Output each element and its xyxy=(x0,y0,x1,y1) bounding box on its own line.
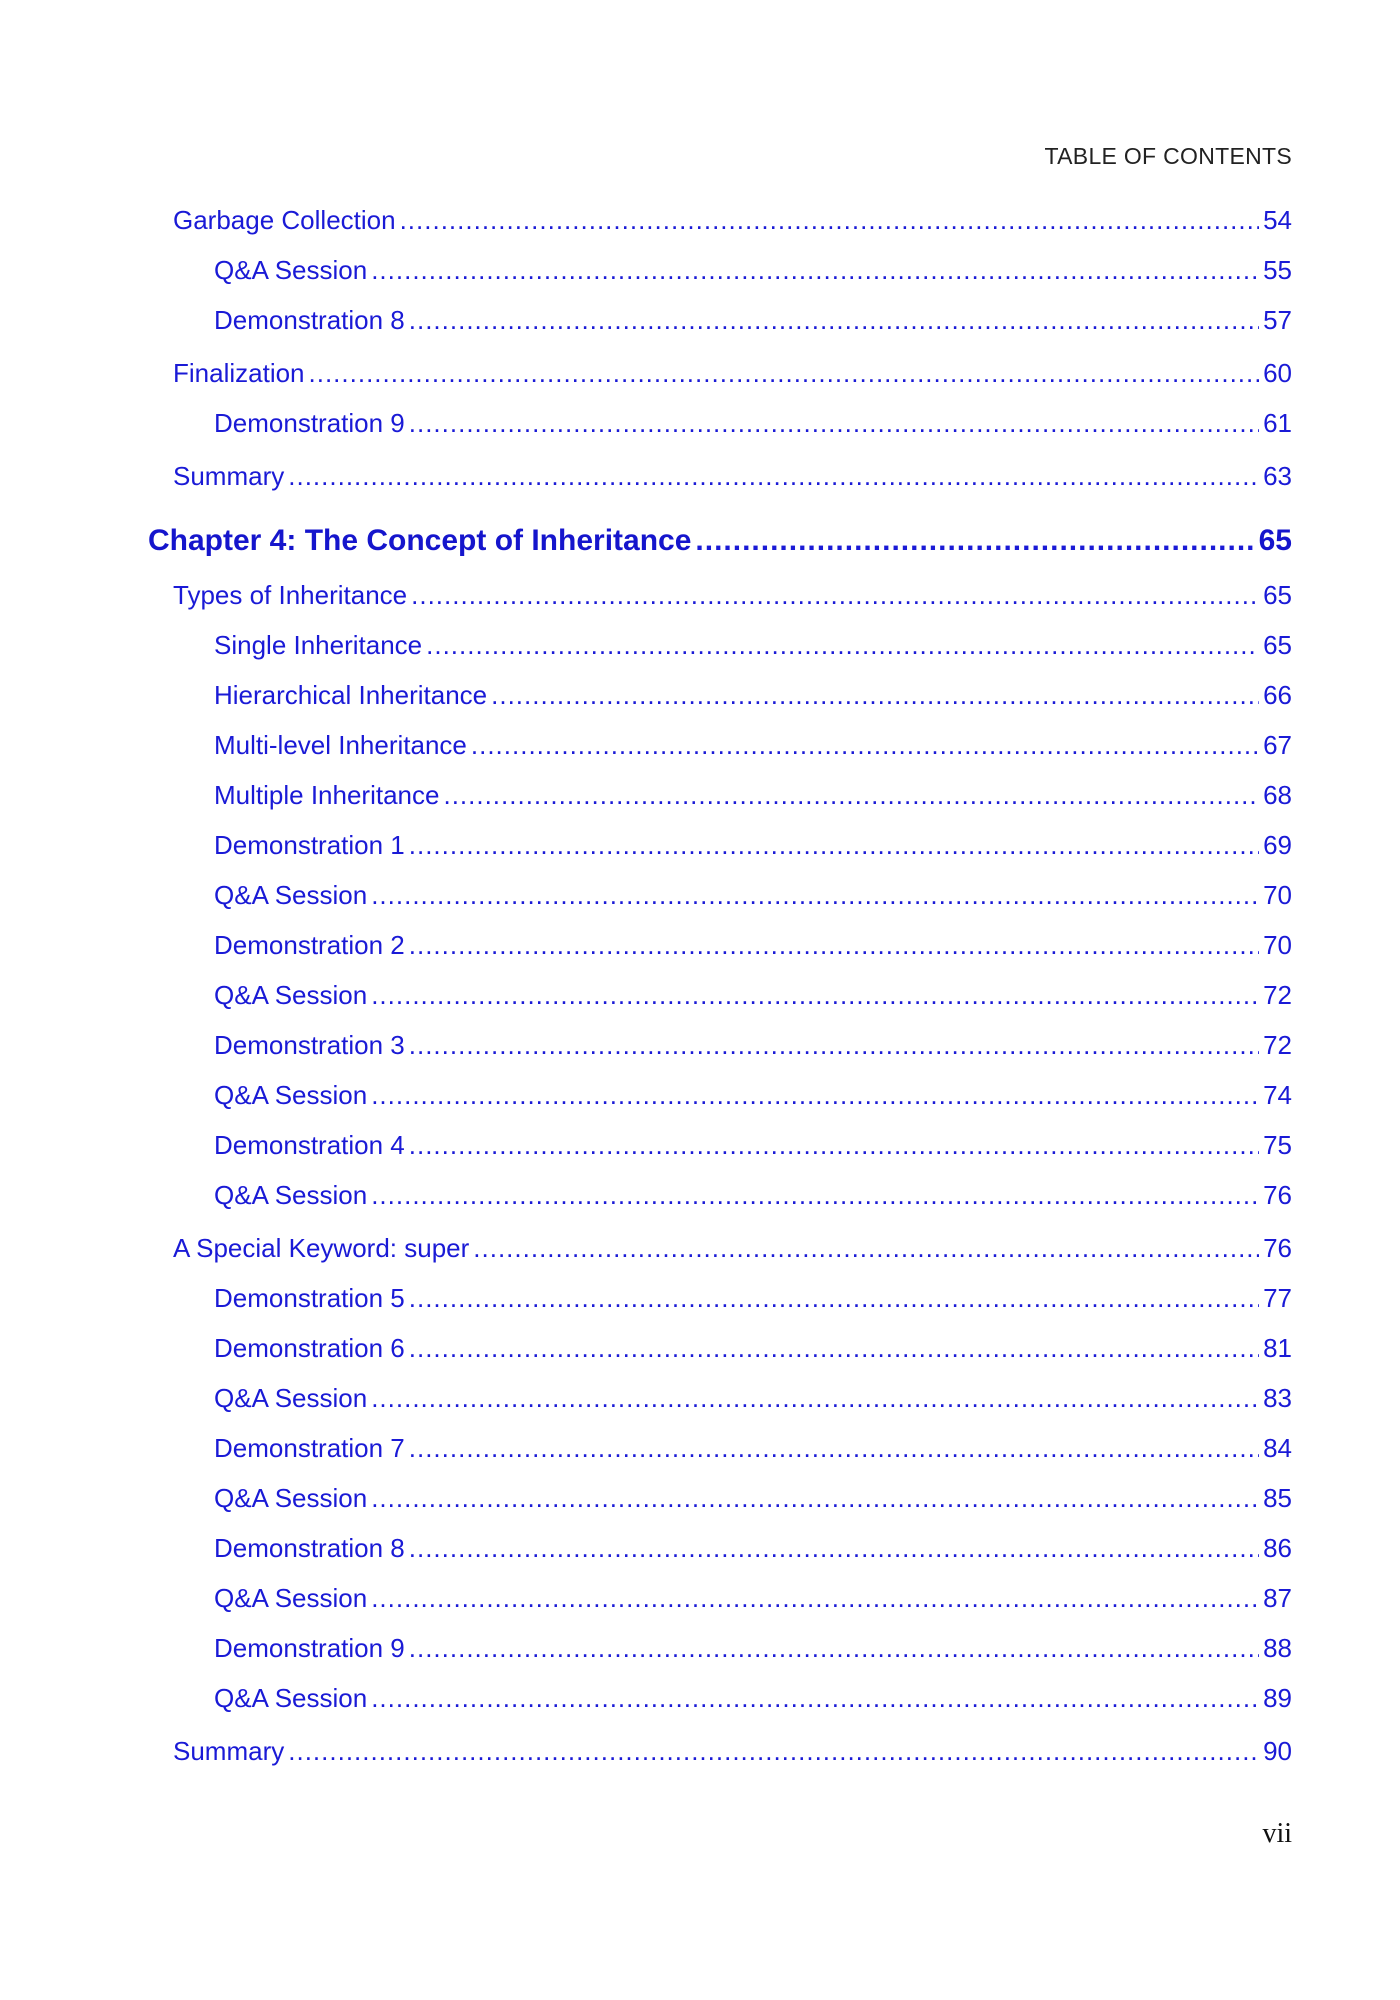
toc-entry-page: 66 xyxy=(1263,680,1292,710)
toc-leader xyxy=(371,1180,1259,1211)
toc-entry-page: 72 xyxy=(1263,1030,1292,1060)
toc-entry[interactable] xyxy=(214,1383,1292,1414)
toc-leader xyxy=(409,1333,1259,1364)
toc-entry-title: Chapter 4: The Concept of Inheritance xyxy=(148,524,692,557)
toc-entry-page: 65 xyxy=(1263,580,1292,610)
toc-leader xyxy=(695,524,1254,558)
toc-entry-page: 84 xyxy=(1263,1433,1292,1463)
toc-entry-page: 90 xyxy=(1263,1736,1292,1766)
toc-entry-page: 65 xyxy=(1263,630,1292,660)
toc-entry-page: 85 xyxy=(1263,1483,1292,1513)
toc-leader xyxy=(409,1283,1259,1314)
toc-entry-title: Q&A Session xyxy=(214,1583,368,1613)
toc-entry-page: 60 xyxy=(1263,358,1292,388)
toc-entry-page: 76 xyxy=(1263,1180,1292,1210)
toc-entry[interactable] xyxy=(173,1736,1292,1767)
toc-entry-page: 55 xyxy=(1263,255,1292,285)
toc-entry[interactable] xyxy=(214,1333,1292,1364)
toc-entry-page: 81 xyxy=(1263,1333,1292,1363)
toc-entry-page: 61 xyxy=(1263,408,1292,438)
toc-entry[interactable] xyxy=(173,358,1292,389)
toc-leader xyxy=(409,930,1259,961)
toc-entry[interactable] xyxy=(214,1283,1292,1314)
toc-entry-title: Demonstration 3 xyxy=(214,1030,405,1060)
toc-leader xyxy=(288,1736,1259,1767)
toc-entry-page: 70 xyxy=(1263,930,1292,960)
toc-entry[interactable] xyxy=(214,1433,1292,1464)
toc-entry-page: 57 xyxy=(1263,305,1292,335)
toc-entry[interactable] xyxy=(214,930,1292,961)
toc-entry-title: Summary xyxy=(173,1736,285,1766)
toc-entry[interactable] xyxy=(173,1233,1292,1264)
toc-entry[interactable] xyxy=(214,730,1292,761)
toc-entry-page: 72 xyxy=(1263,980,1292,1010)
toc-entry-title: Hierarchical Inheritance xyxy=(214,680,488,710)
toc-entry-title: Q&A Session xyxy=(214,980,368,1010)
toc-entry-page: 67 xyxy=(1263,730,1292,760)
toc-leader xyxy=(409,830,1259,861)
toc-entry-title: Q&A Session xyxy=(214,1483,368,1513)
toc-entry-page: 68 xyxy=(1263,780,1292,810)
running-head: TABLE OF CONTENTS xyxy=(1044,143,1292,169)
toc-entry-title: Q&A Session xyxy=(214,1080,368,1110)
toc-leader xyxy=(400,205,1260,236)
toc-entry[interactable] xyxy=(173,205,1292,236)
toc-entry-title: Demonstration 2 xyxy=(214,930,405,960)
toc-leader xyxy=(371,255,1259,286)
toc-leader xyxy=(371,1080,1259,1111)
toc-entry-page: 69 xyxy=(1263,830,1292,860)
toc-leader xyxy=(443,780,1259,811)
toc-entry-title: Single Inheritance xyxy=(214,630,423,660)
toc-leader xyxy=(411,580,1259,611)
toc-entry-title: Demonstration 9 xyxy=(214,408,405,438)
toc-leader xyxy=(409,408,1259,439)
toc-entry-title: Demonstration 6 xyxy=(214,1333,405,1363)
toc-leader xyxy=(288,461,1259,492)
toc-entry-title: Finalization xyxy=(173,358,305,388)
toc-entry-page: 83 xyxy=(1263,1383,1292,1413)
toc-entry-title: Demonstration 8 xyxy=(214,1533,405,1563)
toc-leader xyxy=(371,1383,1259,1414)
toc-entry-page: 77 xyxy=(1263,1283,1292,1313)
toc-entry[interactable] xyxy=(214,1483,1292,1514)
toc-entry-title: Demonstration 1 xyxy=(214,830,405,860)
toc-entry-page: 63 xyxy=(1263,461,1292,491)
toc-entry-title: Demonstration 5 xyxy=(214,1283,405,1313)
toc-entry-title: Multi-level Inheritance xyxy=(214,730,467,760)
toc-entry[interactable] xyxy=(214,1030,1292,1061)
toc-entry-page: 87 xyxy=(1263,1583,1292,1613)
toc-entry-title: Q&A Session xyxy=(214,880,368,910)
toc-entry[interactable] xyxy=(214,780,1292,811)
toc-leader xyxy=(491,680,1259,711)
toc-entry-title: Types of Inheritance xyxy=(173,580,408,610)
toc-entry[interactable] xyxy=(214,408,1292,439)
toc-entry-title: Q&A Session xyxy=(214,1180,368,1210)
toc-leader xyxy=(409,305,1259,336)
toc-entry-page: 74 xyxy=(1263,1080,1292,1110)
toc-entry-title: Q&A Session xyxy=(214,1683,368,1713)
toc-entry-title: Demonstration 4 xyxy=(214,1130,405,1160)
toc-entry[interactable] xyxy=(214,305,1292,336)
toc-entry-title: Multiple Inheritance xyxy=(214,780,440,810)
toc-leader xyxy=(409,1130,1259,1161)
toc-entry[interactable] xyxy=(214,1583,1292,1614)
toc-leader xyxy=(409,1533,1259,1564)
toc-entry-title: Q&A Session xyxy=(214,1383,368,1413)
toc-leader xyxy=(371,1483,1259,1514)
toc-entry-page: 76 xyxy=(1263,1233,1292,1263)
toc-entry[interactable] xyxy=(214,1683,1292,1714)
toc-entry[interactable] xyxy=(173,580,1292,611)
toc-leader xyxy=(409,1030,1259,1061)
toc-entry-title: Demonstration 9 xyxy=(214,1633,405,1663)
toc-entry[interactable] xyxy=(214,255,1292,286)
toc-entry[interactable] xyxy=(214,880,1292,911)
toc-entry-title: Demonstration 8 xyxy=(214,305,405,335)
toc-leader xyxy=(426,630,1259,661)
toc-leader xyxy=(371,880,1259,911)
toc-entry-title: Summary xyxy=(173,461,285,491)
toc-leader xyxy=(473,1233,1259,1264)
toc-entry-page: 86 xyxy=(1263,1533,1292,1563)
toc-entry-page: 75 xyxy=(1263,1130,1292,1160)
toc-entry-title: A Special Keyword: super xyxy=(173,1233,470,1263)
toc-leader xyxy=(371,1583,1259,1614)
toc-entry[interactable] xyxy=(214,1533,1292,1564)
toc-entry[interactable] xyxy=(214,1130,1292,1161)
toc-leader xyxy=(409,1633,1259,1664)
toc-leader xyxy=(471,730,1259,761)
toc-chapter-entry[interactable] xyxy=(148,524,1292,558)
toc-leader xyxy=(371,1683,1259,1714)
toc-entry-page: 65 xyxy=(1258,524,1292,557)
toc-leader xyxy=(309,358,1260,389)
toc-entry-title: Q&A Session xyxy=(214,255,368,285)
toc-entry[interactable] xyxy=(214,1633,1292,1664)
toc-entry-title: Garbage Collection xyxy=(173,205,396,235)
toc-leader xyxy=(371,980,1259,1011)
toc-entry[interactable] xyxy=(214,1180,1292,1211)
toc-entry[interactable] xyxy=(173,461,1292,492)
toc-entry[interactable] xyxy=(214,830,1292,861)
page-number: vii xyxy=(1262,1818,1292,1849)
toc-entry[interactable] xyxy=(214,630,1292,661)
toc-entry-page: 89 xyxy=(1263,1683,1292,1713)
toc-entry[interactable] xyxy=(214,1080,1292,1111)
toc-leader xyxy=(409,1433,1259,1464)
toc-entry[interactable] xyxy=(214,980,1292,1011)
toc-entry-page: 88 xyxy=(1263,1633,1292,1663)
toc-entry-page: 54 xyxy=(1263,205,1292,235)
toc-entry[interactable] xyxy=(214,680,1292,711)
toc-entry-title: Demonstration 7 xyxy=(214,1433,405,1463)
toc-entry-page: 70 xyxy=(1263,880,1292,910)
